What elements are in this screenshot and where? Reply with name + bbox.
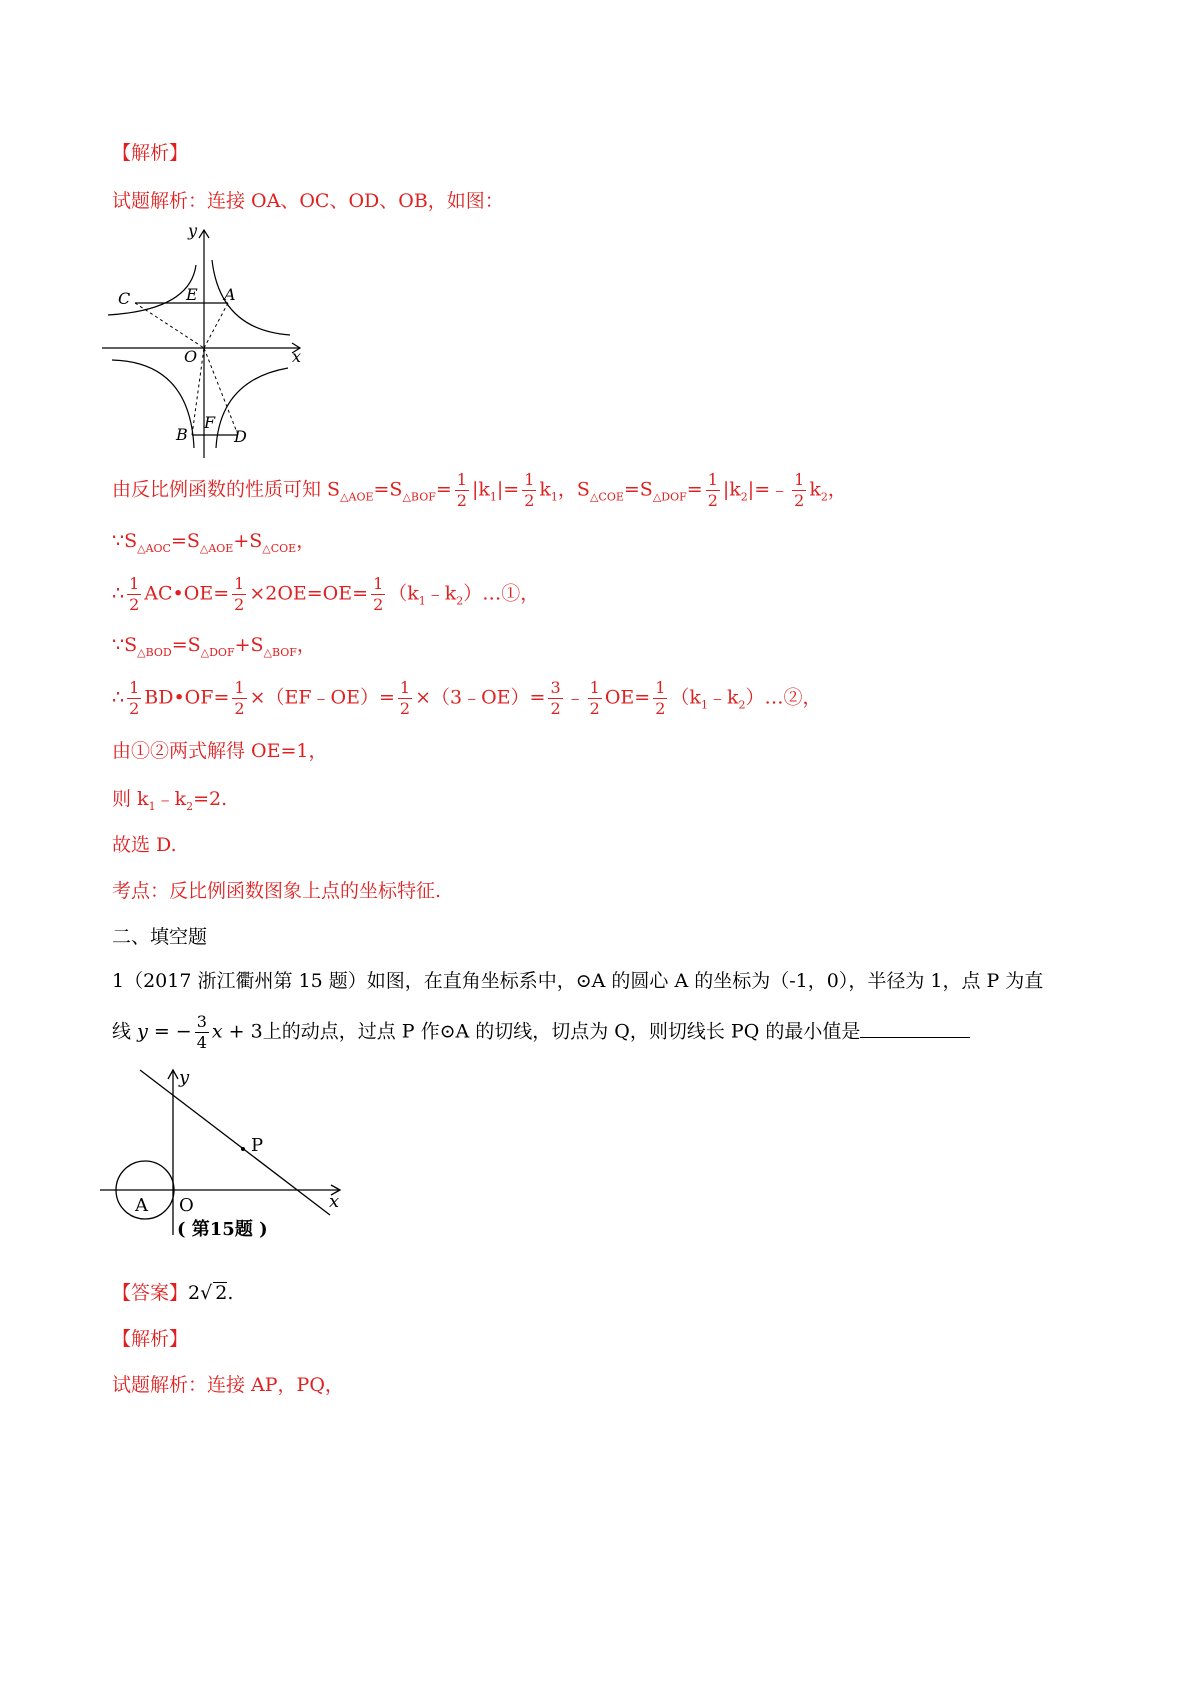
- analysis-heading-2: 【解析】: [112, 1328, 189, 1350]
- eq-line-3: ∴ $\frac{1}{2}$ AC•OE= $\frac{1}{2}$ ×2OE=OE= $\frac{1}{2}$ $(k_1﹣k_2)\dots ①$，: [112, 574, 540, 614]
- section-title: 二、填空题: [112, 926, 208, 948]
- answer-blank: [860, 1017, 970, 1038]
- figure-circle-line: [95, 1065, 365, 1265]
- choice-line: 故选 D.: [112, 834, 177, 856]
- label-d: D: [234, 427, 247, 446]
- dashed-oc: [135, 303, 204, 348]
- line-l: [140, 1070, 330, 1215]
- label-p: P: [251, 1135, 264, 1156]
- label-x: x: [329, 1191, 340, 1212]
- label-o: O: [184, 347, 198, 366]
- label-y: y: [188, 221, 198, 240]
- question-line-2: 线 y = − $\frac{3}{4}$ x + 3上的动点，过点 P 作⊙A 的切线，切点为 Q，则切线长 PQ 的最小值是: [112, 1012, 970, 1053]
- answer-line: 【答案】2√ 2.: [112, 1282, 234, 1304]
- analysis-last-line: 试题解析：连接 AP，PQ，: [112, 1374, 344, 1396]
- label-o: O: [179, 1195, 194, 1216]
- dashed-oa: [204, 303, 228, 348]
- label-y: y: [179, 1067, 190, 1088]
- fraction-half: $\frac{1}{2}$: [707, 470, 718, 510]
- fraction-half: $\frac{1}{2}$: [794, 470, 805, 510]
- label-e: E: [186, 285, 198, 304]
- eq-line-5: ∴ $\frac{1}{2}$ BD•OF= $\frac{1}{2}$ ×（EF﹣OE）= $\frac{1}{2}$ ×（3﹣OE）= $\frac{3}{2}$ ﹣ $\frac{1}{2}$ OE= $\frac{1}{2}$ $(k_1﹣k_2)\dots ②$，: [112, 678, 822, 718]
- fraction-half: $\frac{1}{2}$: [524, 470, 535, 510]
- label-a: A: [135, 1195, 148, 1216]
- eq-line-4: $\because S_{\triangle BOD}=S_{\triangle DOF}+S_{\triangle BOF}$，: [112, 634, 316, 659]
- label-a: A: [224, 285, 236, 304]
- kaodian-line: 考点：反比例函数图象上点的坐标特征.: [112, 880, 442, 902]
- curve-q4: [216, 368, 288, 448]
- analysis-connect-line: 试题解析：连接 OA、OC、OD、OB，如图：: [112, 190, 504, 212]
- figure-hyperbola: [100, 220, 320, 460]
- label-b: B: [176, 425, 188, 444]
- eq-line-6: 由①②两式解得 OE=1，: [112, 740, 328, 762]
- eq-line-7: 则 $k_1﹣k_2=2$.: [112, 788, 228, 813]
- figure-caption: ( 第15题 ): [177, 1219, 268, 1240]
- eq-line-2: $\because S_{\triangle AOC}=S_{\triangle AOE}+S_{\triangle COE}$，: [112, 530, 316, 555]
- analysis-heading-1: 【解析】: [112, 142, 189, 164]
- question-line-1: 1（2017 浙江衢州第 15 题）如图，在直角坐标系中，⊙A 的圆心 A 的坐标为（-1，0），半径为 1，点 P 为直: [112, 970, 1044, 992]
- eq-line-1: 由反比例函数的性质可知 $S_{\triangle AOE}=S_{\triangle BOF}=$ $\frac{1}{2}$ $|k_1|=$ $\frac{1}{2}$ $k_1$，$S_{\triangle COE}=S_{\triangle DOF}=$ $\frac{1}{2}$ $|k_2|=﹣$ $\frac{1}{2}$ $k_2$，: [112, 470, 847, 510]
- point-p: [241, 1147, 245, 1151]
- label-f: F: [204, 413, 216, 432]
- label-c: C: [118, 289, 131, 308]
- label-x: x: [292, 347, 302, 366]
- fraction-half: $\frac{1}{2}$: [456, 470, 467, 510]
